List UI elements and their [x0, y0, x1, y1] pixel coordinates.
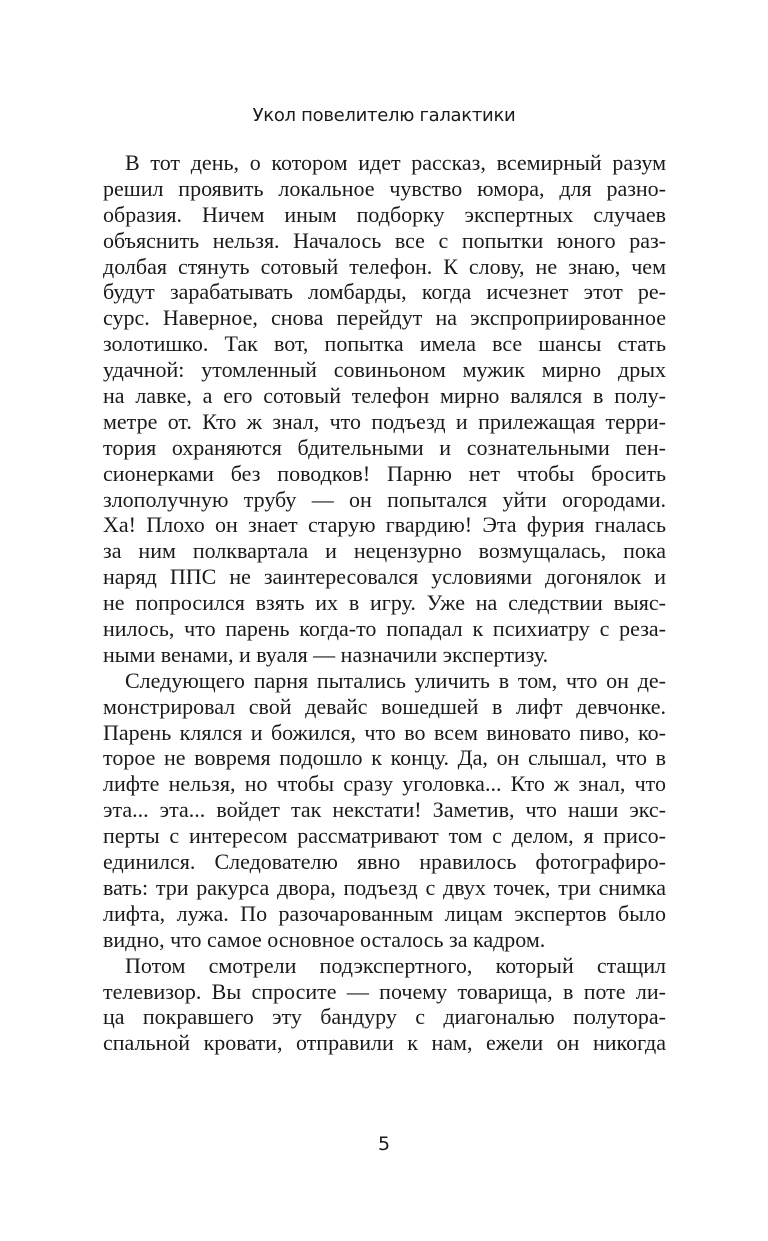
- text-line: золотишко. Так вот, попытка имела все шансы стать: [103, 331, 666, 357]
- text-line: на лавке, а его сотовый телефон мирно валялся в полу-: [103, 383, 666, 409]
- text-line: лифте нельзя, но чтобы сразу уголовка... Кто ж знал, что: [103, 771, 666, 797]
- text-line: ца покравшего эту бандуру с диагональю полутора-: [103, 1004, 666, 1030]
- text-line: ными венами, и вуаля — назначили экспертизу.: [103, 641, 549, 667]
- paragraph: [103, 953, 666, 1057]
- text-line: торое не вовремя подошло к концу. Да, он слышал, что в: [103, 745, 666, 771]
- body-text: [103, 150, 666, 1056]
- text-line: видно, что самое основное осталось за кадром.: [103, 926, 546, 952]
- text-line: В тот день, о котором идет рассказ, всемирный разум: [125, 150, 666, 175]
- text-line: монстрировал свой девайс вошедшей в лифт девчонке.: [103, 693, 666, 719]
- text-line: вать: три ракурса двора, подъезд с двух точек, три снимка: [103, 874, 666, 900]
- text-line: за ним полквартала и нецензурно возмущалась, пока: [103, 538, 666, 564]
- text-line: Следующего парня пытались уличить в том, что он де-: [125, 667, 666, 693]
- text-line: Парень клялся и божился, что во всем виновато пиво, ко-: [103, 719, 666, 745]
- paragraph: [103, 668, 666, 953]
- text-line: перты с интересом рассматривают том с делом, я присо-: [103, 823, 666, 849]
- paragraph: [103, 150, 666, 668]
- text-line: удачной: утомленный совиньоном мужик мирно дрых: [103, 357, 666, 383]
- text-line: будут зарабатывать ломбарды, когда исчезнет этот ре-: [103, 279, 666, 305]
- running-header-title: Укол повелителю галактики: [252, 105, 516, 126]
- text-line: злополучную трубу — он попытался уйти огородами.: [103, 486, 666, 512]
- text-line: метре от. Кто ж знал, что подъезд и прилежащая терри-: [103, 408, 666, 434]
- text-line: сурс. Наверное, снова перейдут на экспроприированное: [103, 305, 666, 331]
- text-line: объяснить нельзя. Началось все с попытки юного раз-: [103, 227, 666, 253]
- text-line: не попросился взять их в игру. Уже на следствии выяс-: [103, 590, 666, 616]
- text-line: спальной кровати, отправили к нам, ежели он никогда: [103, 1030, 666, 1056]
- text-line: Ха! Плохо он знает старую гвардию! Эта фурия гналась: [103, 512, 666, 538]
- text-line: эта... эта... войдет так некстати! Заметив, что наши экс-: [103, 797, 666, 823]
- text-line: нилось, что парень когда-то попадал к психиатру с реза-: [103, 616, 666, 642]
- text-line: единился. Следователю явно нравилось фотографиро-: [103, 849, 666, 875]
- text-line: сионерками без поводков! Парню нет чтобы бросить: [103, 460, 666, 486]
- page-number: 5: [377, 1133, 391, 1155]
- text-line: решил проявить локальное чувство юмора, для разно-: [103, 175, 666, 201]
- text-line: лифта, лужа. По разочарованным лицам экспертов было: [103, 900, 666, 926]
- text-line: Потом смотрели подэкспертного, который стащил: [125, 952, 666, 978]
- text-line: долбая стянуть сотовый телефон. К слову, не знаю, чем: [103, 253, 666, 279]
- text-line: телевизор. Вы спросите — почему товарища, в поте ли-: [103, 978, 666, 1004]
- text-line: наряд ППС не заинтересовался условиями догонялок и: [103, 564, 666, 590]
- text-line: тория охраняются бдительными и сознательными пен-: [103, 434, 666, 460]
- text-line: образия. Ничем иным подборку экспертных случаев: [103, 201, 666, 227]
